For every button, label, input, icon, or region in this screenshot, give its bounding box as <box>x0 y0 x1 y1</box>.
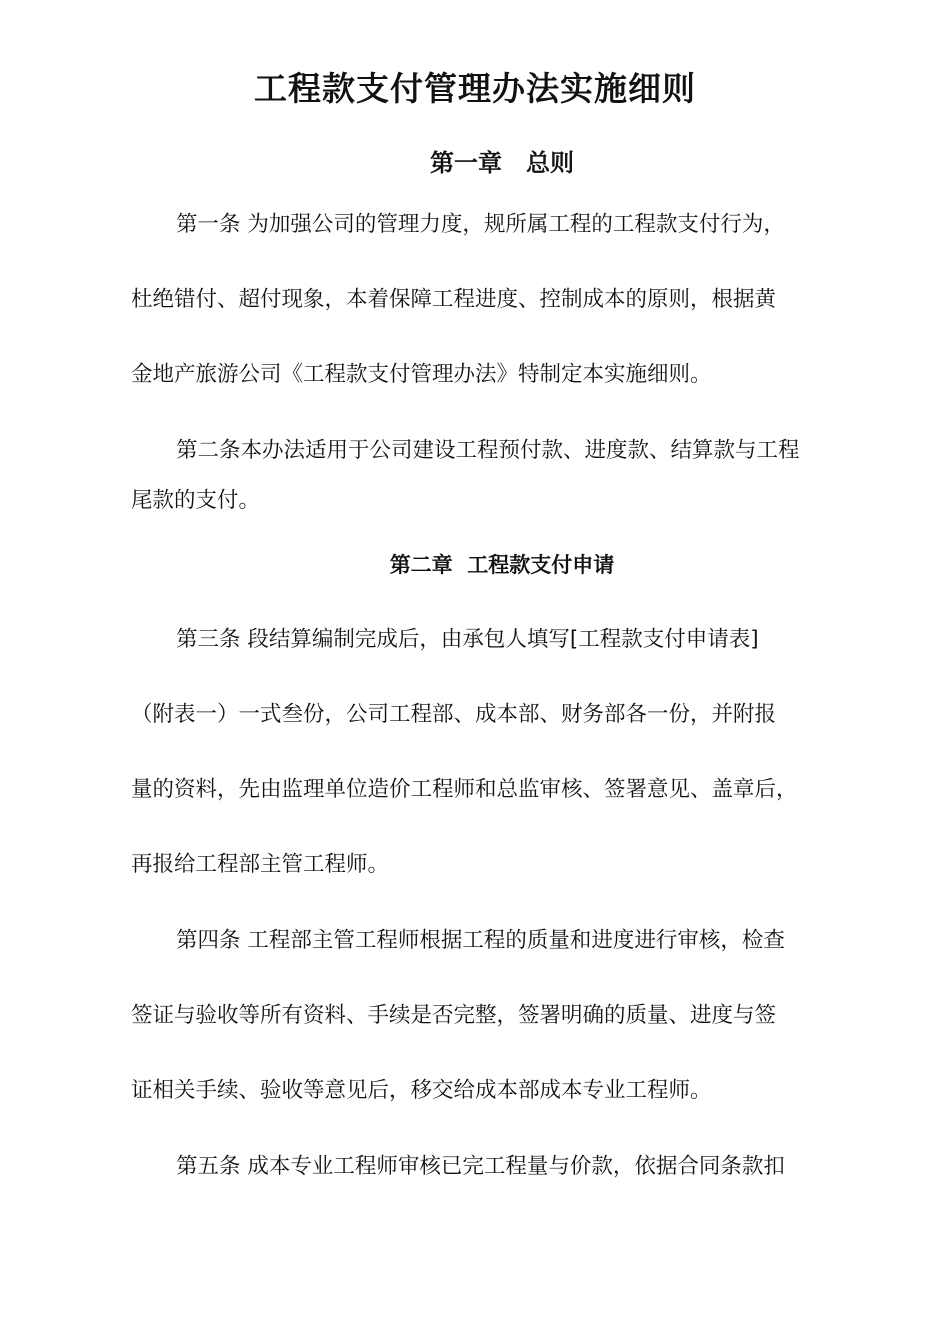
article-4-line-1: 第四条 工程部主管工程师根据工程的质量和进度进行审核，检查 <box>176 928 785 953</box>
chapter-2-heading: 第二章 工程款支付申请 <box>389 553 615 577</box>
article-2-line-2: 尾款的支付。 <box>131 488 261 513</box>
article-4-line-3: 证相关手续、验收等意见后，移交给成本部成本专业工程师。 <box>131 1078 712 1103</box>
article-4-line-2: 签证与验收等所有资料、手续是否完整，签署明确的质量、进度与签 <box>131 1003 777 1028</box>
article-3-line-4: 再报给工程部主管工程师。 <box>131 852 390 877</box>
article-3-line-1: 第三条 段结算编制完成后，由承包人填写[工程款支付申请表] <box>176 627 759 652</box>
article-2-line-1: 第二条本办法适用于公司建设工程预付款、进度款、结算款与工程 <box>176 438 800 463</box>
article-3-line-2: （附表一）一式叁份，公司工程部、成本部、财务部各一份，并附报 <box>131 702 777 727</box>
article-3-line-3: 量的资料，先由监理单位造价工程师和总监审核、签署意见、盖章后， <box>131 777 798 802</box>
chapter-1-heading: 第一章 总则 <box>430 149 574 177</box>
document-title: 工程款支付管理办法实施细则 <box>254 69 696 108</box>
article-1-line-2: 杜绝错付、超付现象，本着保障工程进度、控制成本的原则，根据黄 <box>131 287 777 312</box>
article-5-line-1: 第五条 成本专业工程师审核已完工程量与价款，依据合同条款扣 <box>176 1154 785 1179</box>
article-1-line-3: 金地产旅游公司《工程款支付管理办法》特制定本实施细则。 <box>131 362 712 387</box>
article-1-line-1: 第一条 为加强公司的管理力度，规所属工程的工程款支付行为， <box>176 212 785 237</box>
